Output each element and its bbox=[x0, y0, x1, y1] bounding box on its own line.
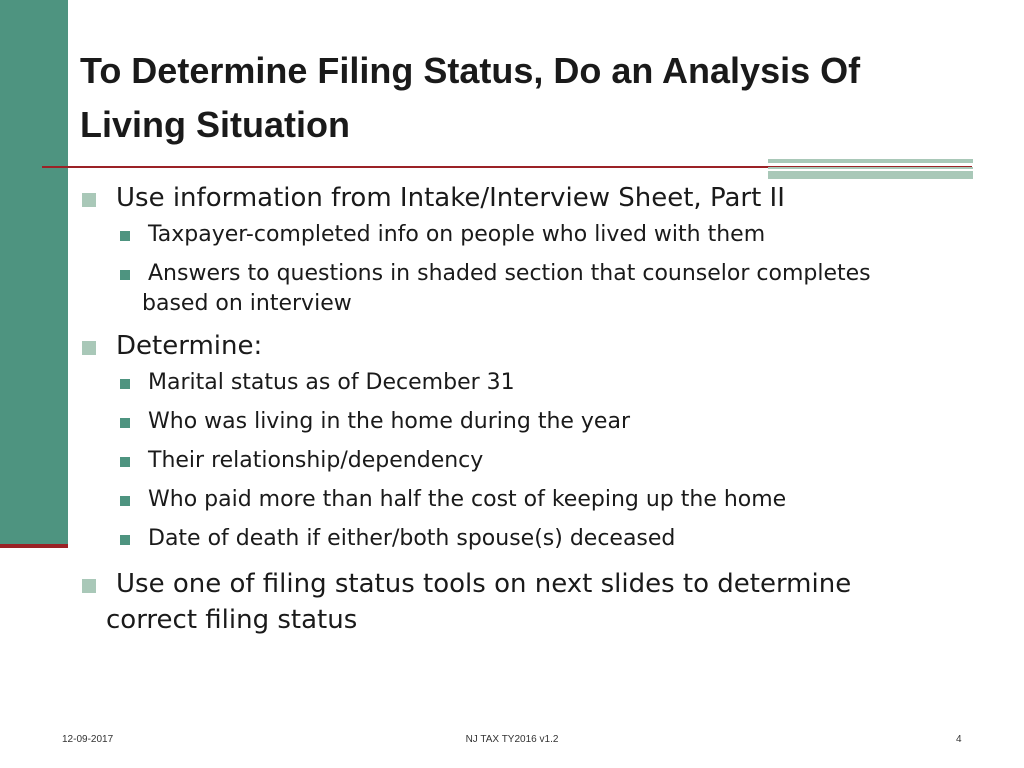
accent-stripe bbox=[768, 171, 973, 179]
sub-bullet-text: Date of death if either/both spouse(s) deceased bbox=[148, 526, 676, 551]
sub-bullet-item bbox=[78, 259, 958, 319]
footer-center-text: NJ TAX TY2016 v1.2 bbox=[465, 734, 559, 745]
sub-bullet-item bbox=[78, 407, 958, 437]
square-bullet-icon bbox=[120, 496, 130, 506]
sub-bullet-text: Who was living in the home during the year bbox=[148, 409, 630, 434]
bullet-text: Use one of filing status tools on next slides to determine bbox=[116, 569, 852, 599]
bullet-text: Use information from Intake/Interview Sheet, Part II bbox=[116, 183, 785, 213]
bullet-item bbox=[78, 566, 958, 638]
accent-stripe bbox=[768, 159, 973, 163]
sub-bullet-item bbox=[78, 524, 958, 554]
bullet-item bbox=[78, 180, 958, 216]
left-bar-red-line bbox=[0, 544, 68, 548]
title-line-1: To Determine Filing Status, Do an Analysis Of bbox=[80, 50, 861, 91]
title-accent-stripes bbox=[768, 159, 973, 179]
bullet-text-continued: correct filing status bbox=[106, 605, 358, 635]
square-bullet-icon bbox=[120, 379, 130, 389]
square-bullet-icon bbox=[82, 579, 96, 593]
sub-bullet-text: Taxpayer-completed info on people who lived with them bbox=[148, 222, 766, 247]
sub-bullet-text: Who paid more than half the cost of keeping up the home bbox=[148, 487, 787, 512]
square-bullet-icon bbox=[120, 535, 130, 545]
square-bullet-icon bbox=[120, 418, 130, 428]
sub-bullet-text: Answers to questions in shaded section that counselor completes bbox=[148, 261, 871, 286]
sub-bullet-item bbox=[78, 368, 958, 398]
sub-bullet-text: Their relationship/dependency bbox=[148, 448, 484, 473]
square-bullet-icon bbox=[82, 341, 96, 355]
bullet-item bbox=[78, 328, 958, 364]
square-bullet-icon bbox=[120, 457, 130, 467]
bullet-list bbox=[78, 180, 958, 642]
slide-title bbox=[80, 44, 980, 152]
accent-stripe bbox=[768, 167, 973, 169]
bullet-text: Determine: bbox=[116, 331, 263, 361]
title-line-2: Living Situation bbox=[80, 104, 350, 145]
sub-bullet-text: Marital status as of December 31 bbox=[148, 370, 515, 395]
square-bullet-icon bbox=[120, 231, 130, 241]
square-bullet-icon bbox=[82, 193, 96, 207]
square-bullet-icon bbox=[120, 270, 130, 280]
footer-date: 12-09-2017 bbox=[62, 734, 114, 745]
left-accent-bar bbox=[0, 0, 68, 545]
sub-bullet-item bbox=[78, 220, 958, 250]
sub-bullet-item bbox=[78, 446, 958, 476]
sub-bullet-text-continued: based on interview bbox=[142, 291, 352, 316]
sub-bullet-item bbox=[78, 485, 958, 515]
page-number: 4 bbox=[956, 734, 962, 745]
